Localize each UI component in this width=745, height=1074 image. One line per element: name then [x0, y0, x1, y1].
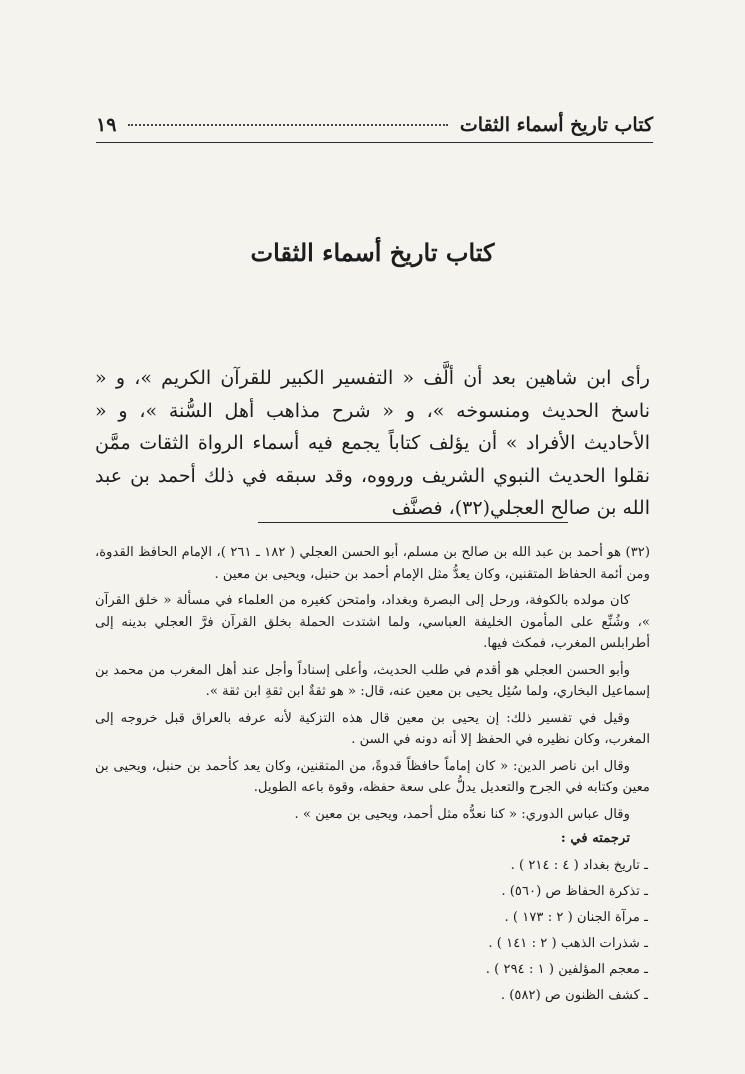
source-item: ـ تاريخ بغداد ( ٤ : ٢١٤ ) . [510, 857, 648, 873]
source-item: ـ مرآة الجنان ( ٢ : ١٧٣ ) . [504, 909, 648, 925]
main-text [95, 362, 650, 525]
source-item: ـ شذرات الذهب ( ٢ : ١٤١ ) . [488, 935, 648, 951]
page-header [96, 108, 653, 143]
footnote-paragraph: وقيل في تفسير ذلك: إن يحيى بن معين قال هذه التزكية لأنه عرفه بالعراق قبل خروجه إلى المغرب، وكان نظيره في الحفظ إلا أنه دونه في السن . [95, 710, 650, 747]
page-number: ١٩ [96, 114, 117, 136]
running-title: كتاب تاريخ أسماء الثقات [459, 114, 653, 136]
footnote-paragraph: وقال ابن ناصر الدين: « كان إماماً حافظاً قدوةً، من المتقنين، وكان يعد كأحمد بن حنبل، ويحيى بن معين وكتابه في الجرح والتعديل يدلُّ على سعة حفظه، وقوة باعه الطويل. [95, 758, 650, 795]
sources-list [95, 855, 650, 1007]
source-item: ـ تذكرة الحفاظ ص (٥٦٠) . [501, 883, 648, 899]
footnote-paragraph: وأبو الحسن العجلي هو أقدم في طلب الحديث، وأعلى إسناداً وأجل عند أهل المغرب من محمد بن إسماعيل البخاري، ولما سُئِل يحيى بن معين عنه، قال: « هو ثقةٌ ابن ثقةِ ابن ثقة ». [95, 662, 650, 699]
chapter-title: كتاب تاريخ أسماء الثقات [250, 238, 495, 267]
footnote-32: (٣٢) هو أحمد بن عبد الله بن صالح بن مسلم، أبو الحسن العجلي ( ١٨٢ ـ ٢٦١ )، الإمام الحافظ القدوة، ومن أئمة الحفاظ المتقنين، وكان يعدُّ مثل الإمام أحمد بن حنبل، ويحيى بن معين . [95, 545, 651, 582]
footnote-paragraph: كان مولده بالكوفة، ورحل إلى البصرة وبغداد، وامتحن كغيره من العلماء في مسألة « خلق القرآن »، وشُنِّع على المأمون الخليفة العباسي، ولما اشتدت الحملة بخلق القرآن فرَّ العجلي بدينه إلى أطرابلس المغرب، فمكث فيها. [95, 593, 650, 651]
main-paragraph: رأى ابن شاهين بعد أن ألَّف « التفسير الكبير للقرآن الكريم »، و « ناسخ الحديث ومنسوخه »، و « شرح مذاهب أهل السُّنة »، و « الأحاديث الأفراد » أن يؤلف كتاباً يجمع فيه أسماء الرواة الثقات ممَّن نقلوا الحديث النبوي الشريف ورووه، وقد سبقه في ذلك أحمد بن عبد الله بن صالح العجلي(٣٢)، فصنَّف [95, 367, 650, 519]
source-item: ـ معجم المؤلفين ( ١ : ٢٩٤ ) . [485, 961, 648, 977]
sources-heading: ترجمته في : [560, 831, 630, 846]
header-dotted-leader [128, 124, 447, 126]
footnote-paragraph: وقال عباس الدوري: « كنا نعدُّه مثل أحمد، ويحيى بن معين » . [294, 806, 630, 822]
footnote-separator [258, 522, 568, 523]
footnotes [95, 542, 650, 1011]
source-item: ـ كشف الظنون ص (٥٨٢) . [500, 987, 648, 1003]
